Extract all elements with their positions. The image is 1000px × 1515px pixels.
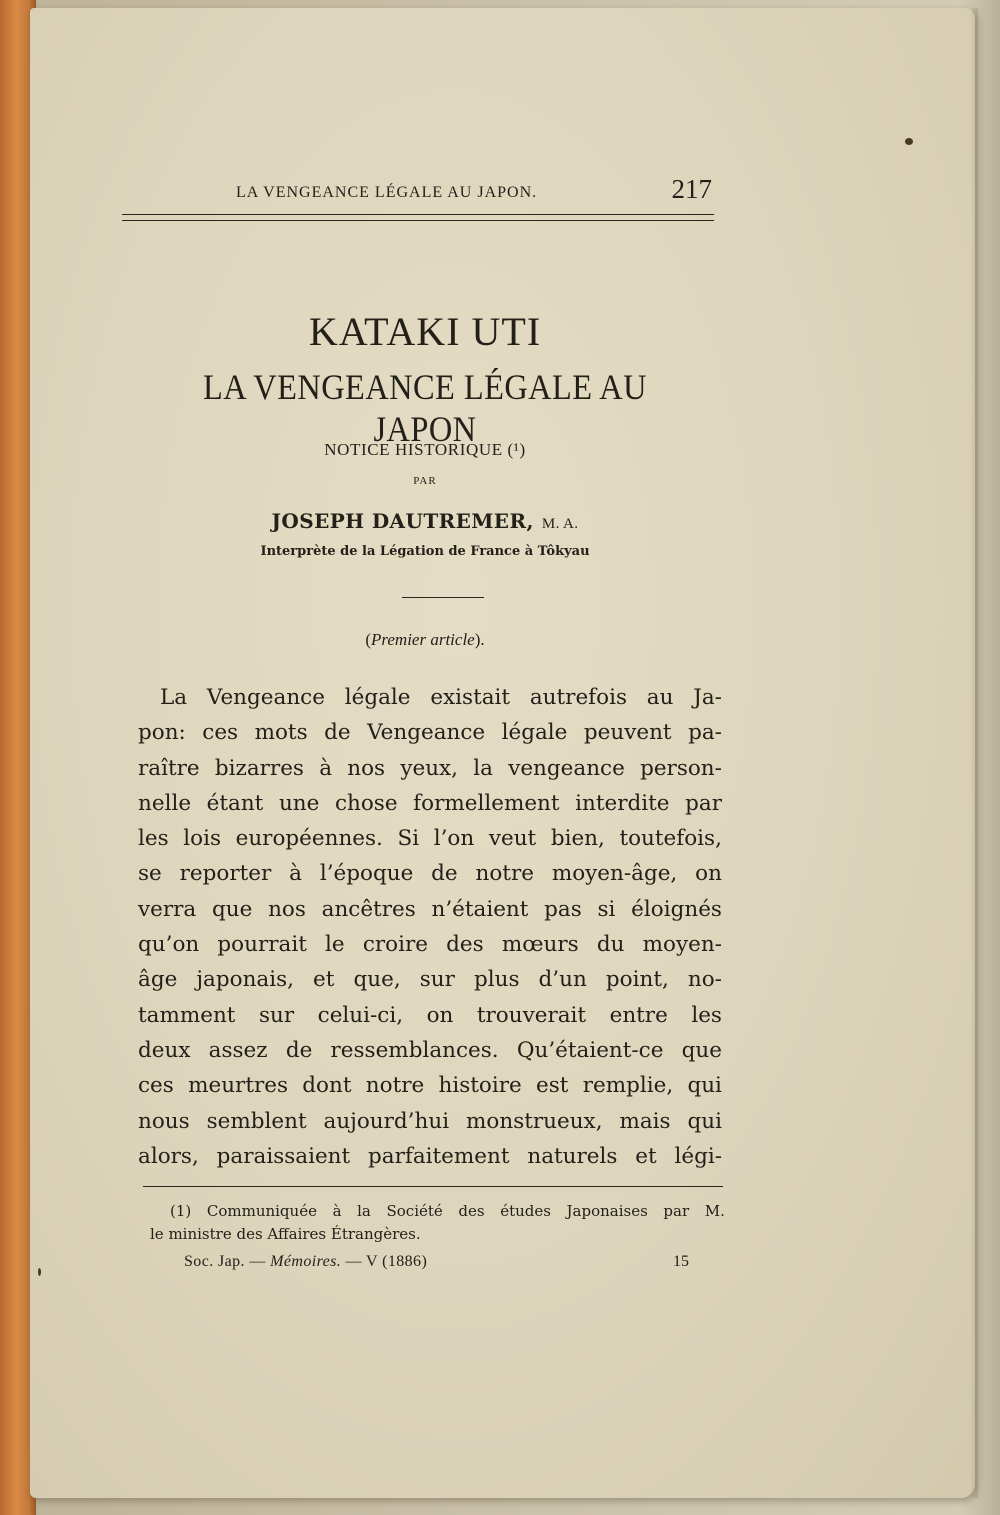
word: que, [353,967,401,993]
word: du [596,932,625,958]
word: est [536,1073,569,1099]
word: celui-ci, [317,1002,404,1028]
main-title: KATAKI UTI [308,309,542,354]
word: ces [202,720,239,746]
word: moyen-âge, [551,861,678,887]
word: étant [206,790,264,816]
word: person- [640,755,722,781]
word: pon: [138,720,186,746]
word: aujourd’hui [323,1108,450,1134]
author-affiliation: Interprète de la Légation de France à Tôkyau [260,544,590,559]
word: la [357,1202,371,1220]
word: se [138,861,162,887]
word: légale [344,685,411,710]
word: peuvent [583,720,672,746]
word: notre [475,861,534,887]
notice-line: NOTICE HISTORIQUE (¹) [324,440,526,459]
body-line [138,962,722,997]
body-line [138,998,722,1033]
article-label-text: Premier article [371,630,475,649]
word: no- [687,967,722,993]
word: moyen- [642,932,722,958]
word: mais [619,1108,671,1134]
word: entre [609,1002,668,1028]
source-volume: — V (1886) [345,1253,428,1270]
by-label: PAR [413,475,437,487]
word: l’on [433,826,475,852]
word: par [685,790,722,816]
word: croire [362,932,428,958]
word: bizarres [214,755,304,781]
word: Si [397,826,420,852]
footnote-rule [143,1186,723,1187]
word: nos [268,896,306,922]
word: à [319,755,333,781]
footnote-line-1 [150,1200,725,1223]
word: veut [488,826,537,852]
word: plus [473,967,520,993]
word: chose [334,790,398,816]
word: au [646,685,674,710]
word: paraissaient [216,1143,351,1169]
word: éloignés [631,896,722,922]
word: Qu’étaient-ce [516,1037,664,1063]
word: semblent [206,1108,307,1134]
word: sur [419,967,455,993]
word: remplie, [582,1073,674,1099]
word: de [324,720,351,746]
word: on [695,861,722,887]
word: la [473,755,493,781]
word: histoire [438,1073,522,1099]
page-number: 217 [671,174,712,204]
word: dont [302,1073,352,1099]
word: vengeance [508,755,625,781]
source-title: Mémoires. [270,1253,342,1270]
body-line [138,1139,722,1174]
word: qui [687,1073,722,1099]
word: et [313,967,335,993]
word: Communiquée [206,1202,317,1220]
word: par [663,1202,690,1220]
word: une [278,790,320,816]
running-head [122,172,712,212]
publication-source [184,1253,427,1271]
word: parfaitement [368,1143,510,1169]
word: des [446,932,484,958]
word: trouverait [476,1002,587,1028]
word: reporter [179,861,272,887]
word: toutefois, [619,826,722,852]
running-title: LA VENGEANCE LÉGALE AU JAPON. [236,184,538,201]
word: légi- [674,1143,722,1169]
word: interdite [575,790,670,816]
word: deux [138,1037,191,1063]
word: européennes. [235,826,383,852]
article-label: (Premier article). [365,630,485,649]
body-line [138,1104,722,1139]
word: âge [138,967,178,993]
word: d’un [538,967,587,993]
word: les [691,1002,722,1028]
title-separator-rule [402,597,484,598]
word: La [160,685,188,710]
author-degree: M. A. [541,516,579,532]
body-line [138,786,722,821]
word: des [458,1202,485,1220]
word: mots [254,720,308,746]
word: existait [430,685,511,710]
body-line [138,892,722,927]
body-line [138,821,722,856]
word: yeux, [400,755,459,781]
word: ces [138,1073,174,1099]
footnote-line-2: le ministre des Affaires Étrangères. [150,1225,421,1243]
body-line [138,715,722,750]
word: Société [386,1202,443,1220]
body-line [138,927,722,962]
word: pourrait [217,932,307,958]
word: légale [501,720,568,746]
word: pa- [688,720,722,746]
word: Japonaises [566,1202,648,1220]
word: nelle [138,790,192,816]
word: point, [605,967,669,993]
word: études [500,1202,551,1220]
word: bien, [550,826,605,852]
word: autrefois [529,685,627,710]
word: que [211,896,253,922]
word: si [597,896,616,922]
word: n’étaient [431,896,529,922]
ink-speck [38,1268,41,1276]
word: monstrueux, [466,1108,603,1134]
word: lois [183,826,221,852]
word: M. [704,1202,725,1220]
page-deckle-edge [970,8,978,1498]
word: à [332,1202,342,1220]
word: verra [138,896,197,922]
source-prefix: Soc. Jap. — [184,1253,266,1270]
word: à [289,861,302,887]
word: naturels [527,1143,618,1169]
body-line [138,856,722,891]
word: le [325,932,345,958]
word: Vengeance [367,720,486,746]
word: japonais, [196,967,294,993]
header-double-rule [122,214,714,221]
word: de [285,1037,313,1063]
body-text [138,680,722,1174]
word: et [635,1143,657,1169]
word: nos [347,755,386,781]
word: (1) [170,1202,192,1220]
word: raître [138,755,200,781]
subtitle: LA VENGEANCE LÉGALE AU JAPON [203,367,647,449]
word: Ja- [693,685,722,710]
sheet-number: 15 [673,1253,689,1270]
word: notre [365,1073,425,1099]
footnote [150,1200,725,1246]
word: formellement [413,790,560,816]
word: qu’on [138,932,200,958]
word: que [681,1037,722,1063]
word: tamment [138,1002,236,1028]
word: sur [258,1002,295,1028]
word: on [426,1002,454,1028]
body-line [138,680,722,715]
ink-speck [905,138,913,145]
word: alors, [138,1143,199,1169]
word: pas [544,896,582,922]
author-line [120,509,730,533]
word: qui [687,1108,722,1134]
word: meurtres [188,1073,289,1099]
author-name: JOSEPH DAUTREMER, [271,509,534,533]
word: ressemblances. [330,1037,499,1063]
body-line [138,1033,722,1068]
word: l’époque [319,861,414,887]
word: de [431,861,458,887]
word: les [138,826,169,852]
word: nous [138,1108,190,1134]
word: ancêtres [321,896,416,922]
word: Vengeance [206,685,325,710]
word: mœurs [501,932,579,958]
word: assez [208,1037,268,1063]
body-line [138,751,722,786]
body-line [138,1068,722,1103]
